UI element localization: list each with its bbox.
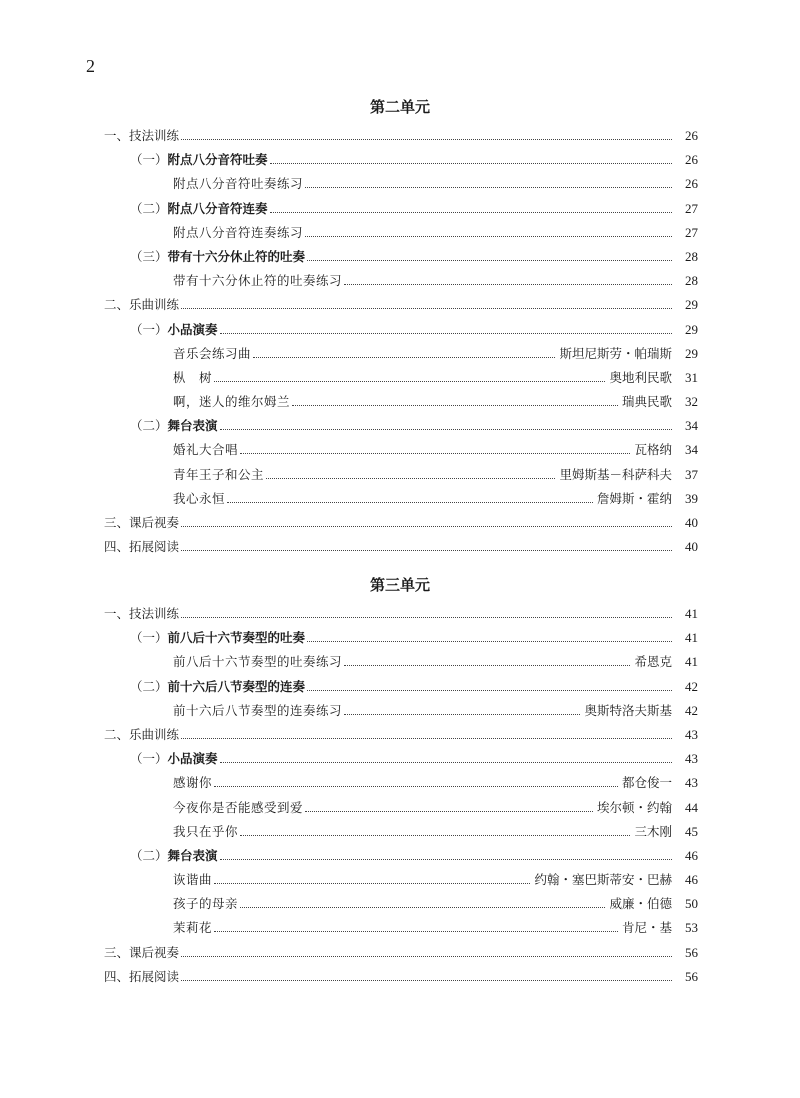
dot-leader — [181, 550, 672, 551]
dot-leader — [344, 714, 580, 715]
entry-title: 前十六后八节奏型的连奏练习 — [173, 702, 343, 718]
dot-leader — [220, 333, 672, 334]
entry-page: 37 — [685, 466, 698, 482]
toc-entry[interactable] — [0, 868, 800, 892]
dot-leader — [305, 811, 593, 812]
entry-title: 青年王子和公主 — [173, 466, 265, 482]
entry-title — [130, 197, 268, 221]
entry-title — [130, 747, 218, 771]
dot-leader — [240, 835, 630, 836]
dot-leader — [181, 617, 672, 618]
toc-entry[interactable] — [0, 626, 800, 650]
toc-list — [0, 124, 800, 559]
entry-title: 一、技法训练 — [104, 607, 180, 621]
entry-title: 前八后十六节奏型的吐奏练习 — [173, 654, 343, 670]
entry-title: 诙谐曲 — [173, 872, 213, 888]
entry-title: 带有十六分休止符的吐奏练习 — [173, 273, 343, 289]
entry-page: 50 — [685, 896, 698, 912]
entry-page: 43 — [685, 775, 698, 791]
entry-title — [130, 148, 268, 172]
entry-page: 56 — [685, 968, 698, 984]
entry-author: 奥斯特洛夫斯基 — [584, 702, 672, 718]
entry-title — [130, 626, 305, 650]
toc-entry[interactable] — [0, 293, 800, 317]
entry-title: 枞 树 — [173, 369, 213, 385]
entry-author: 三木刚 — [634, 823, 672, 839]
entry-title: 婚礼大合唱 — [173, 442, 239, 458]
entry-name: 前十六后八节奏型的连奏 — [167, 678, 306, 694]
toc-entry[interactable] — [0, 771, 800, 795]
entry-page: 26 — [685, 128, 698, 143]
toc-entry[interactable] — [0, 438, 800, 462]
dot-leader — [220, 762, 672, 763]
entry-title: 音乐会练习曲 — [173, 345, 252, 361]
toc-entry[interactable] — [0, 221, 800, 245]
entry-page: 40 — [685, 539, 698, 555]
entry-number: （三） — [130, 248, 168, 264]
entry-author: 希恩克 — [634, 654, 672, 670]
entry-title: 孩子的母亲 — [173, 896, 239, 912]
entry-page: 41 — [685, 630, 698, 646]
dot-leader — [220, 429, 672, 430]
toc-entry[interactable] — [0, 820, 800, 844]
dot-leader — [181, 526, 672, 527]
toc-entry[interactable] — [0, 602, 800, 626]
toc-entry[interactable] — [0, 197, 800, 221]
toc-entry[interactable] — [0, 269, 800, 293]
entry-title: 我只在乎你 — [173, 823, 239, 839]
dot-leader — [181, 139, 672, 140]
entry-page: 34 — [685, 418, 698, 434]
dot-leader — [240, 453, 630, 454]
entry-page: 43 — [685, 751, 698, 767]
dot-leader — [307, 690, 672, 691]
entry-name: 小品演奏 — [167, 751, 218, 767]
entry-title — [130, 414, 218, 438]
entry-page: 41 — [685, 606, 698, 621]
entry-title: 二、乐曲训练 — [104, 298, 180, 313]
toc-entry[interactable] — [0, 124, 800, 148]
dot-leader — [181, 956, 672, 957]
entry-author: 埃尔顿・约翰 — [596, 799, 672, 815]
entry-page: 29 — [685, 297, 698, 313]
entry-page: 28 — [685, 273, 698, 289]
entry-number: （一） — [130, 751, 168, 767]
entry-title: 四、拓展阅读 — [104, 969, 180, 984]
dot-leader — [307, 260, 672, 261]
toc-entry[interactable] — [0, 511, 800, 535]
entry-number: （一） — [130, 321, 168, 337]
dot-leader — [292, 405, 618, 406]
entry-page: 41 — [685, 654, 698, 670]
entry-title: 三、课后视奏 — [104, 516, 180, 530]
toc-entry[interactable] — [0, 796, 800, 820]
entry-number: （二） — [130, 847, 168, 863]
entry-author: 里姆斯基－科萨科夫 — [559, 466, 672, 482]
entry-name: 前八后十六节奏型的吐奏 — [167, 630, 306, 646]
entry-title: 附点八分音符吐奏练习 — [173, 176, 304, 192]
page-number: 2 — [86, 56, 95, 76]
entry-title: 啊，迷人的维尔姆兰 — [173, 394, 291, 410]
toc-entry[interactable] — [0, 487, 800, 511]
entry-page: 44 — [685, 799, 698, 815]
dot-leader — [214, 381, 605, 382]
entry-number: （二） — [130, 418, 168, 434]
entry-author: 斯坦尼斯劳・帕瑞斯 — [559, 345, 672, 361]
entry-number: （二） — [130, 200, 168, 216]
dot-leader — [344, 665, 630, 666]
entry-author: 都仓俊一 — [621, 775, 672, 791]
entry-author: 詹姆斯・霍纳 — [596, 490, 672, 506]
entry-page: 45 — [685, 823, 698, 839]
entry-title: 四、拓展阅读 — [104, 540, 180, 555]
toc-list — [0, 602, 800, 989]
entry-page: 31 — [685, 369, 698, 385]
entry-page: 32 — [685, 394, 698, 410]
dot-leader — [307, 641, 672, 642]
dot-leader — [214, 883, 530, 884]
entry-page: 56 — [685, 944, 698, 960]
toc-entry[interactable] — [0, 342, 800, 366]
entry-name: 小品演奏 — [167, 321, 218, 337]
toc-entry[interactable] — [0, 366, 800, 390]
dot-leader — [181, 308, 672, 309]
toc-entry[interactable] — [0, 675, 800, 699]
toc-entry[interactable] — [0, 844, 800, 868]
toc-entry[interactable] — [0, 747, 800, 771]
dot-leader — [270, 212, 672, 213]
dot-leader — [214, 931, 618, 932]
unit-title: 第三单元 — [369, 576, 430, 594]
entry-page: 29 — [685, 321, 698, 337]
toc-entry[interactable] — [0, 463, 800, 487]
toc-entry[interactable] — [0, 535, 800, 559]
dot-leader — [344, 284, 672, 285]
entry-title — [130, 318, 218, 342]
dot-leader — [266, 478, 555, 479]
dot-leader — [240, 907, 605, 908]
toc-entry[interactable] — [0, 414, 800, 438]
dot-leader — [181, 980, 672, 981]
entry-name: 带有十六分休止符的吐奏 — [167, 248, 306, 264]
entry-page: 28 — [685, 248, 698, 264]
entry-name: 舞台表演 — [167, 418, 218, 434]
entry-title — [130, 675, 305, 699]
entry-author: 瓦格纳 — [634, 442, 672, 458]
dot-leader — [227, 502, 593, 503]
entry-page: 46 — [685, 872, 698, 888]
entry-page: 42 — [685, 702, 698, 718]
entry-title: 茉莉花 — [173, 920, 213, 936]
entry-page: 46 — [685, 847, 698, 863]
entry-title: 三、课后视奏 — [104, 945, 180, 960]
entry-author: 奥地利民歌 — [609, 369, 672, 385]
entry-author: 瑞典民歌 — [621, 394, 672, 410]
toc-entry[interactable] — [0, 892, 800, 916]
toc-entry[interactable] — [0, 245, 800, 269]
entry-title — [130, 245, 305, 269]
toc-entry[interactable] — [0, 699, 800, 723]
entry-name: 附点八分音符吐奏 — [167, 152, 268, 168]
entry-number: （二） — [130, 678, 168, 694]
unit-section — [0, 574, 800, 989]
entry-author: 威廉・伯德 — [609, 896, 672, 912]
entry-page: 39 — [685, 490, 698, 506]
toc-entry[interactable] — [0, 318, 800, 342]
entry-title: 一、技法训练 — [104, 129, 180, 143]
entry-author: 肯尼・基 — [621, 920, 672, 936]
toc-entry[interactable] — [0, 650, 800, 674]
toc-entry[interactable] — [0, 172, 800, 196]
entry-page: 40 — [685, 515, 698, 530]
entry-page: 27 — [685, 200, 698, 216]
entry-number: （一） — [130, 630, 168, 646]
entry-page: 26 — [685, 176, 698, 192]
entry-page: 42 — [685, 678, 698, 694]
entry-page: 53 — [685, 920, 698, 936]
toc-entry[interactable] — [0, 723, 800, 747]
entry-name: 舞台表演 — [167, 847, 218, 863]
toc-entry[interactable] — [0, 916, 800, 940]
toc-entry[interactable] — [0, 941, 800, 965]
dot-leader — [305, 187, 672, 188]
entry-page: 43 — [685, 726, 698, 742]
dot-leader — [305, 236, 672, 237]
entry-name: 附点八分音符连奏 — [167, 200, 268, 216]
toc-entry[interactable] — [0, 965, 800, 989]
entry-title — [130, 844, 218, 868]
toc-entry[interactable] — [0, 390, 800, 414]
entry-title: 感谢你 — [173, 775, 213, 791]
unit-title: 第二单元 — [369, 98, 430, 116]
entry-page: 26 — [685, 152, 698, 168]
dot-leader — [220, 859, 672, 860]
entry-title: 二、乐曲训练 — [104, 727, 180, 742]
entry-title: 附点八分音符连奏练习 — [173, 224, 304, 240]
unit-section — [0, 96, 800, 559]
dot-leader — [253, 357, 555, 358]
toc-entry[interactable] — [0, 148, 800, 172]
entry-title: 我心永恒 — [173, 490, 226, 506]
entry-author: 约翰・塞巴斯蒂安・巴赫 — [534, 872, 672, 888]
dot-leader — [181, 738, 672, 739]
dot-leader — [270, 163, 672, 164]
dot-leader — [214, 786, 618, 787]
entry-page: 34 — [685, 442, 698, 458]
entry-title: 今夜你是否能感受到爱 — [173, 799, 304, 815]
entry-number: （一） — [130, 152, 168, 168]
entry-page: 29 — [685, 345, 698, 361]
entry-page: 27 — [685, 224, 698, 240]
